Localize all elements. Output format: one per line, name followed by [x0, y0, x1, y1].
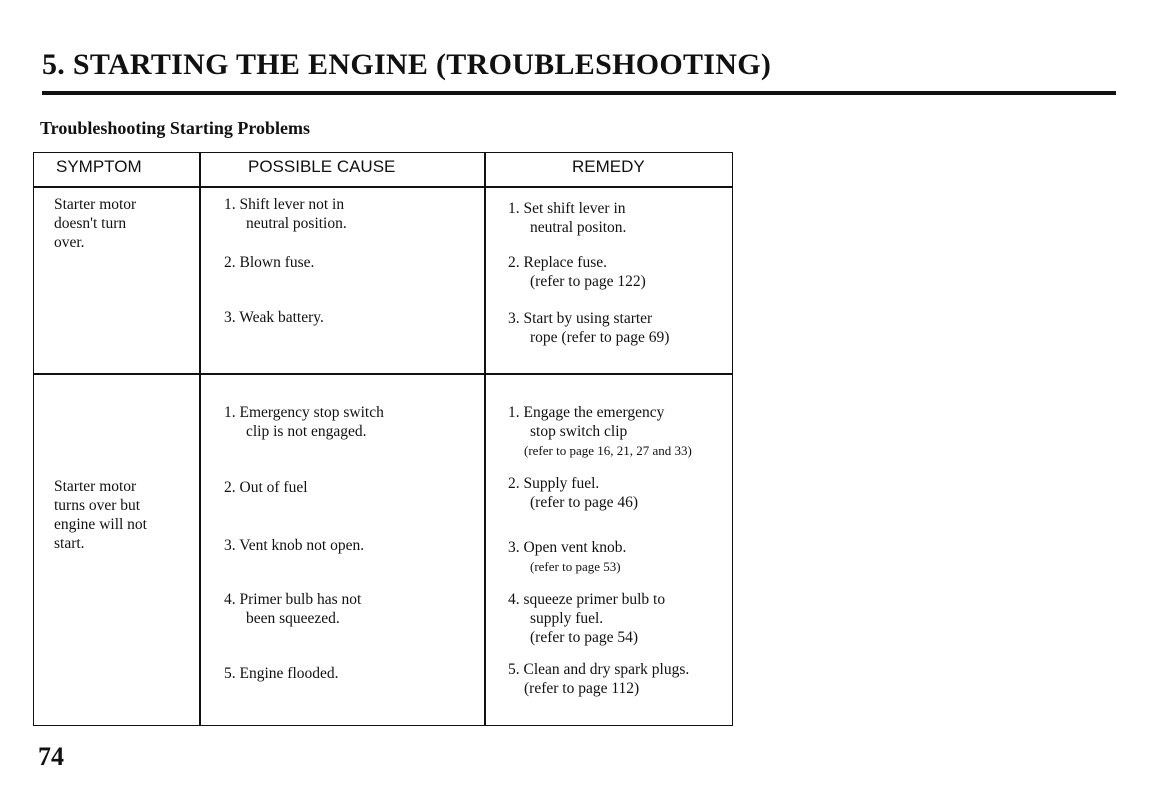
header-symptom: SYMPTOM	[56, 157, 142, 176]
symptom-line: turns over but	[54, 497, 141, 514]
remedy-line: neutral positon.	[530, 219, 627, 236]
symptom-cell	[54, 477, 147, 553]
remedy-line: (refer to page 46)	[530, 494, 639, 511]
remedy-line: (refer to page 112)	[524, 680, 640, 697]
cause-line: 4. Primer bulb has not	[224, 591, 362, 608]
symptom-line: engine will not	[54, 516, 147, 533]
cause-line: 3. Weak battery.	[224, 309, 324, 326]
remedy-item	[508, 474, 638, 512]
remedy-line: (refer to page 122)	[530, 273, 646, 290]
cause-item	[224, 590, 361, 628]
page-title: 5. STARTING THE ENGINE (TROUBLESHOOTING)	[42, 48, 772, 81]
remedy-line: (refer to page 54)	[530, 629, 639, 646]
cause-item	[224, 403, 384, 441]
cause-line: 2. Blown fuse.	[224, 254, 315, 271]
cause-line: 1. Shift lever not in	[224, 196, 345, 213]
cause-item	[224, 478, 308, 497]
remedy-line: (refer to page 53)	[530, 559, 621, 574]
title-rule	[42, 91, 1116, 95]
remedy-item	[508, 199, 626, 237]
remedy-item	[508, 403, 692, 460]
column-divider	[484, 153, 486, 725]
cause-item	[224, 253, 314, 272]
cause-line: 1. Emergency stop switch	[224, 404, 384, 421]
remedy-item	[508, 309, 669, 347]
section-subtitle: Troubleshooting Starting Problems	[40, 118, 311, 138]
remedy-item	[508, 253, 646, 291]
cause-line: 2. Out of fuel	[224, 479, 308, 496]
remedy-line: 2. Supply fuel.	[508, 475, 600, 492]
symptom-cell	[54, 195, 136, 252]
remedy-item	[508, 590, 665, 647]
remedy-item	[508, 538, 626, 576]
cause-item	[224, 536, 364, 555]
symptom-line: doesn't turn	[54, 215, 127, 232]
cause-line: clip is not engaged.	[246, 423, 367, 440]
remedy-line: 5. Clean and dry spark plugs.	[508, 661, 690, 678]
symptom-line: over.	[54, 234, 85, 251]
remedy-line: stop switch clip	[530, 423, 628, 440]
remedy-line: 3. Start by using starter	[508, 310, 653, 327]
page-number: 74	[38, 742, 64, 771]
symptom-line: Starter motor	[54, 196, 137, 213]
cause-line: 3. Vent knob not open.	[224, 537, 365, 554]
header-possible-cause: POSSIBLE CAUSE	[248, 157, 396, 176]
remedy-line: (refer to page 16, 21, 27 and 33)	[524, 443, 692, 458]
troubleshooting-table	[33, 152, 733, 726]
remedy-line: 2. Replace fuse.	[508, 254, 607, 271]
column-divider	[199, 153, 201, 725]
remedy-line: 1. Engage the emergency	[508, 404, 665, 421]
cause-line: neutral position.	[246, 215, 347, 232]
remedy-line: supply fuel.	[530, 610, 604, 627]
symptom-line: Starter motor	[54, 478, 137, 495]
remedy-line: rope (refer to page 69)	[530, 329, 670, 346]
remedy-line: 4. squeeze primer bulb to	[508, 591, 666, 608]
row-divider	[34, 373, 732, 375]
header-remedy: REMEDY	[572, 157, 645, 176]
cause-line: 5. Engine flooded.	[224, 665, 339, 682]
remedy-line: 3. Open vent knob.	[508, 539, 627, 556]
remedy-line: 1. Set shift lever in	[508, 200, 626, 217]
symptom-line: start.	[54, 535, 85, 552]
cause-item	[224, 195, 347, 233]
remedy-item	[508, 660, 689, 698]
header-divider	[34, 186, 732, 188]
cause-item	[224, 308, 324, 327]
cause-item	[224, 664, 339, 683]
cause-line: been squeezed.	[246, 610, 340, 627]
